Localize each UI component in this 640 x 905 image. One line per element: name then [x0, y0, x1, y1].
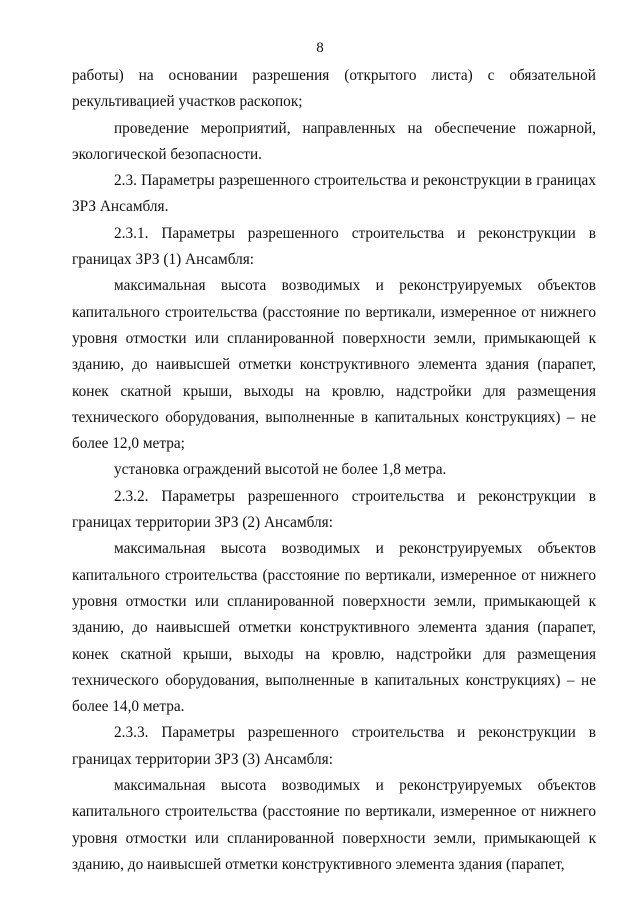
document-body [72, 63, 596, 878]
section-2-3-1-heading: 2.3.1. Параметры разрешенного строительства и реконструкции в границах ЗРЗ (1) Ансамбля: [72, 224, 596, 269]
section-2-3-heading: 2.3. Параметры разрешенного строительства и реконструкции в границах ЗРЗ Ансамбля. [72, 172, 596, 216]
paragraph-max-height-zrz2: максимальная высота возводимых и реконструируемых объектов капитального строительства (расстояние по вертикали, измеренное от нижнего уровня отмостки или спланированной поверхности земли, примыкающей к зданию, до наивысшей отметки конструктивного элемента здания (парапет, конек скатной крыши, выходы на кровлю, надстройки для размещения технического оборудования, выполненные в капитальных конструкциях) – не более 14,0 метра. [72, 540, 596, 716]
page-number: 8 [316, 40, 324, 56]
paragraph-fence-height: установка ограждений высотой не более 1,8 метра. [114, 461, 447, 479]
section-2-3-2-heading: 2.3.2. Параметры разрешенного строительства и реконструкции в границах территории ЗРЗ (2) Ансамбля: [72, 487, 596, 532]
paragraph-fire-ecology-safety: проведение мероприятий, направленных на обеспечение пожарной, экологической безопасности. [72, 119, 596, 163]
paragraph-max-height-zrz3: максимальная высота возводимых и реконструируемых объектов капитального строительства (расстояние по вертикали, измеренное от нижнего уровня отмостки или спланированной поверхности земли, примыкающей к зданию, до наивысшей отметки конструктивного элемента здания (парапет, [72, 777, 596, 873]
paragraph-continuation: работы) на основании разрешения (открытого листа) с обязательной рекультивацией участков раскопок; [72, 67, 596, 111]
paragraph-max-height-zrz1: максимальная высота возводимых и реконструируемых объектов капитального строительства (расстояние по вертикали, измеренное от нижнего уровня отмостки или спланированной поверхности земли, примыкающей к зданию, до наивысшей отметки конструктивного элемента здания (парапет, конек скатной крыши, выходы на кровлю, надстройки для размещения технического оборудования, выполненные в капитальных конструкциях) – не более 12,0 метра; [72, 277, 596, 453]
section-2-3-3-heading: 2.3.3. Параметры разрешенного строительства и реконструкции в границах территории ЗРЗ (3) Ансамбля: [72, 724, 596, 768]
